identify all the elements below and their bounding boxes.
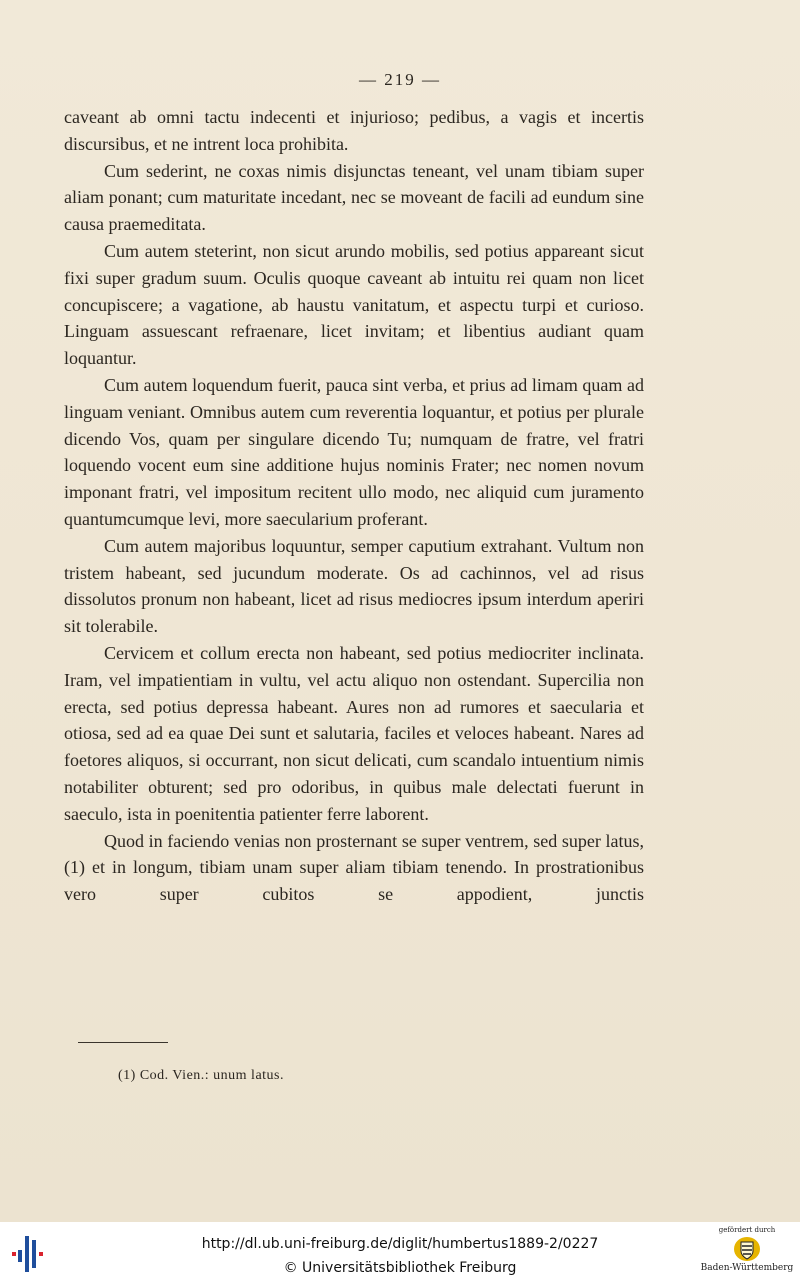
sponsor-caption: gefördert durch [718, 1226, 776, 1234]
sponsor-state-name: Baden-Württemberg [700, 1263, 794, 1273]
page-url-link[interactable]: http://dl.ub.uni-freiburg.de/diglit/humbertus1889-2/0227 [201, 1236, 599, 1252]
paragraph: Quod in faciendo venias non prosternant se super ventrem, sed super latus, (1) et in longum, tibiam unam super aliam tibiam tenendo. In prostrationibus vero super cubitos se appodient, junctis [64, 830, 644, 905]
paragraph: caveant ab omni tactu indecenti et injurioso; pedibus, a vagis et incertis discursibus, et ne intrent loca prohibita. [64, 107, 644, 154]
coat-of-arms-icon [733, 1236, 761, 1262]
footnote-divider [78, 1042, 168, 1043]
sponsor-logo [700, 1226, 794, 1273]
page-number: — 219 — [359, 70, 441, 89]
copyright-text: © Universitätsbibliothek Freiburg [283, 1260, 517, 1276]
paragraph: Cum autem majoribus loquuntur, semper caputium extrahant. Vultum non tristem habeant, sed jucundum moderate. Os ad cachinnos, vel ad risus dissolutos pronum non habeant, licet ad risus mediocres ipsum interdum aperiri sit tolerabile. [64, 535, 644, 637]
paragraph: Cum sederint, ne coxas nimis disjunctas teneant, vel unam tibiam super aliam ponant; cum maturitate incedant, nec se moveant de facili ad eundum sine causa praemeditata. [64, 160, 644, 235]
footnote: (1) Cod. Vien.: unum latus. [118, 1068, 285, 1083]
paragraph: Cum autem steterint, non sicut arundo mobilis, sed potius appareant sicut fixi super gradum suum. Oculis quoque caveant ab intuitu rei quam non licet concupiscere; a vagatione, ab haustu vanitatum, et aspectu turpi et curioso. Linguam assuescant refraenare, licet invitam; et libentius audiant quam loquantur. [64, 240, 644, 369]
body-text [64, 104, 644, 908]
paragraph: Cum autem loquendum fuerit, pauca sint verba, et prius ad limam quam ad linguam veniant. Omnibus autem cum reverentia loquantur, et potius per plurale dicendo Vos, quam per singulare dicendo Tu; numquam de fratre, vel fratri loquendo vocent eum sine additione hujus nominis Frater; nec nomen novum imponant fratri, vel impositum recitent ullo modo, nec aliquid cum juramento quantumcumque levi, more saecularium proferant. [64, 374, 644, 529]
footer-bar [0, 1222, 800, 1282]
paragraph: Cervicem et collum erecta non habeant, sed potius mediocriter inclinata. Iram, vel impatientiam in vultu, vel actu aliquo non ostendant. Supercilia non erecta, sed potius depressa habeant. Aures non ad rumores et saecularia et otiosa, sed ad ea quae Dei sunt et salutaria, faciles et veloces habeant. Nares ad foetores aliquos, si occurrant, non sicut delicati, cum scandalo intuentium nimis notabiliter obturent; sed pro odoribus, in quibus male delectati fuerunt in saeculo, ista in poenitentia patienter ferre laborent. [64, 642, 644, 824]
